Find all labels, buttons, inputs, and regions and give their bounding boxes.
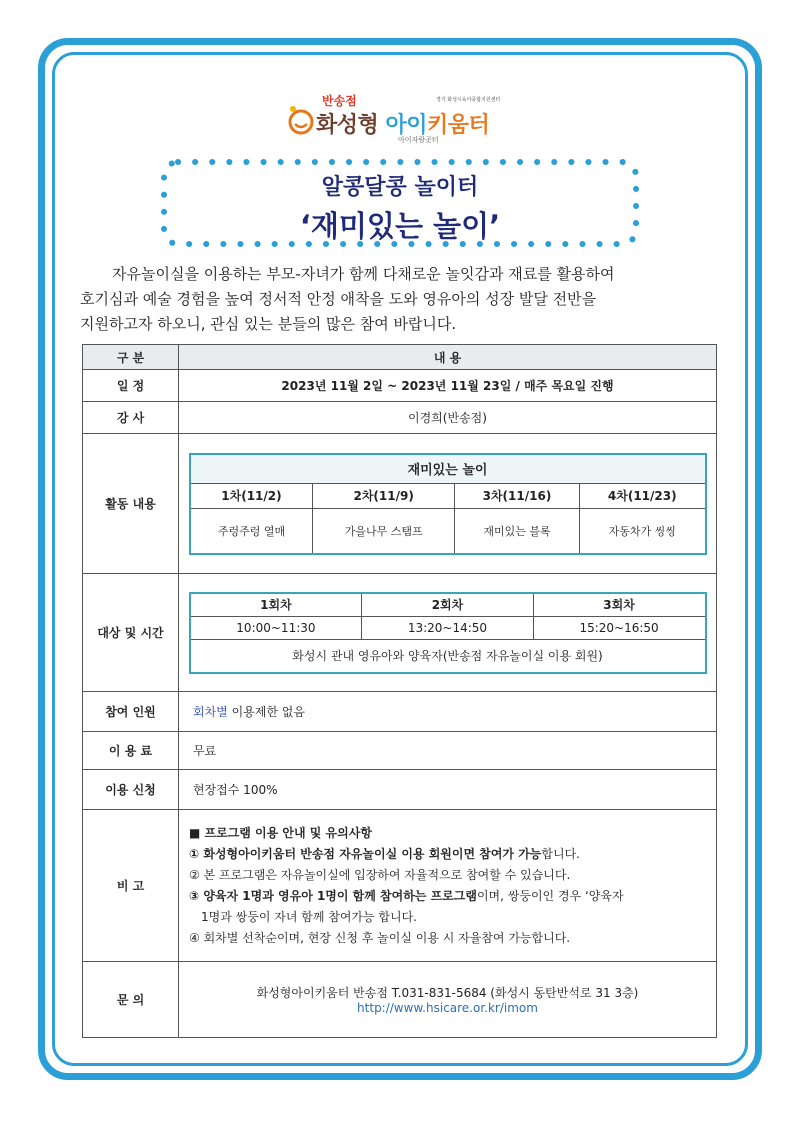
activity-label: 활동 내용 [83,434,179,574]
header-label: 구 분 [83,345,179,370]
notes-cell [179,810,717,962]
logo-name: 화성형 아이키움터 [316,113,490,138]
round-3: 3차(11/16) [454,483,579,508]
program-table [82,344,717,1038]
note-3: ③ 양육자 1명과 영유아 1명이 함께 참여하는 프로그램이며, 쌍둥이인 경우 ‘양육자 [189,888,624,903]
activity-cell [179,434,717,574]
logo-branch: 반송점 [322,94,357,108]
contact-cell [179,962,717,1038]
apply-value: 현장접수 100% [179,770,717,810]
session-2: 2회차 [362,593,533,617]
instructor-value: 이경희(반송점) [179,402,717,434]
schedule-value: 2023년 11월 2일 ~ 2023년 11월 23일 / 매주 목요일 진행 [179,370,717,402]
apply-label: 이용 신청 [83,770,179,810]
title-line1: 알콩달콩 놀이터 [321,175,479,200]
participants-label: 참여 인원 [83,692,179,732]
intro-paragraph: 자유놀이실을 이용하는 부모-자녀가 함께 다채로운 놀잇감과 재료를 활용하여 호기심과 예술 경험을 높여 정서적 안정 애착을 도와 영유아의 성장 발달 전반을 지원하고자 하오니, 관심 있는 분들의 많은 참여 바랍니다. [80,265,615,333]
note-2: ② 본 프로그램은 자유놀이실에 입장하여 자율적으로 참여할 수 있습니다. [189,867,571,882]
session-time-1: 10:00~11:30 [190,616,362,639]
contact-label: 문 의 [83,962,179,1038]
activity-item-2: 가을나무 스탬프 [313,508,455,554]
round-1: 1차(11/2) [190,483,313,508]
fee-label: 이 용 료 [83,732,179,770]
activity-title: 재미있는 놀이 [190,454,706,484]
notes-label: 비 고 [83,810,179,962]
activity-item-4: 자동차가 씽씽 [580,508,706,554]
note-4: ④ 회차별 선착순이며, 현장 신청 후 놀이실 이용 시 자율참여 가능합니다. [189,930,571,945]
round-4: 4차(11/23) [580,483,706,508]
title-line2: ‘재미있는 놀이’ [299,209,501,243]
website-link[interactable]: http://www.hsicare.or.kr/imom [357,1001,538,1015]
session-3: 3회차 [533,593,705,617]
round-2: 2차(11/9) [313,483,455,508]
activity-item-1: 주렁주렁 열매 [190,508,313,554]
target-label: 대상 및 시간 [83,574,179,692]
session-time-2: 13:20~14:50 [362,616,533,639]
activity-item-3: 재미있는 블록 [454,508,579,554]
logo-org: 경기 화성시육아종합지원센터 [436,97,501,103]
participants-value: 회차별 이용제한 없음 [179,692,717,732]
schedule-label: 일 정 [83,370,179,402]
instructor-label: 강 사 [83,402,179,434]
session-table [189,592,707,674]
header-content: 내 용 [179,345,717,370]
note-3-cont: 1명과 쌍둥이 자녀 함께 참여가능 합니다. [201,909,417,924]
audience: 화성시 관내 영유아와 양육자(반송점 자유놀이실 이용 회원) [190,639,706,673]
logo-sub: 아이자람곳터 [398,136,439,144]
fee-value: 무료 [179,732,717,770]
target-cell [179,574,717,692]
notes-header: ■ 프로그램 이용 안내 및 유의사항 [189,825,372,840]
note-1: ① 화성형아이키움터 반송점 자유놀이실 이용 회원이면 참여가 가능합니다. [189,846,580,861]
contact-info: 화성형아이키움터 반송점 T.031-831-5684 (화성시 동탄반석로 31 3층) [256,986,639,1000]
session-1: 1회차 [190,593,362,617]
session-time-3: 15:20~16:50 [533,616,705,639]
activity-table [189,453,707,555]
smile-logo-icon [286,104,318,136]
